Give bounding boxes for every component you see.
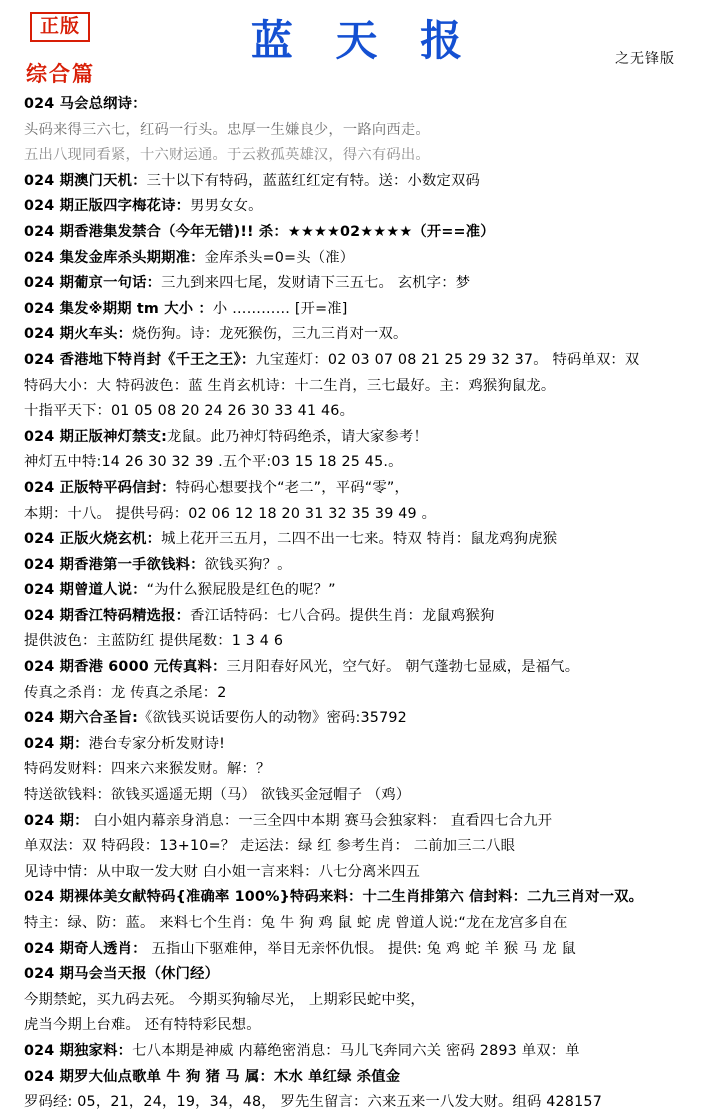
text-line: 特主：绿、防：蓝。 来料七个生肖：兔 牛 狗 鸡 鼠 蛇 虎 曾道人说:“龙在龙宫多自在	[24, 915, 568, 931]
text-line: 特送欲钱料：欲钱买遥遥无期（马） 欲钱买金冠帽子 （鸡）	[24, 787, 411, 804]
text-line: 024 期六合圣旨:《欲钱买说话要伤人的动物》密码:35792	[24, 710, 407, 727]
text-line: 024 集发金库杀头期期准：金库杀头=0=头（准）	[24, 249, 355, 266]
text-line: 024 期曾道人说：“为什么猴屁股是红色的呢？”	[24, 582, 336, 599]
text-line: 罗码经: 05，21，24，19，34，48， 罗先生留言：六来五来一八发大财。组码 428157	[24, 1094, 602, 1111]
text-line: 提供波色：主蓝防红 提供尾数：1 3 4 6	[24, 633, 284, 650]
article-body	[0, 92, 713, 1116]
text-line: 传真之杀肖：龙 传真之杀尾：2	[24, 684, 227, 701]
text-line: 特码发财料：四来六来猴发财。解：？	[24, 761, 271, 778]
text-line: 024 正版火烧玄机：城上花开三五月，二四不出一七来。特双 特肖：鼠龙鸡狗虎猴	[24, 531, 558, 548]
text-line: 虎当今期上台难。 还有特特彩民想。	[24, 1017, 261, 1034]
text-line: 024 期马会当天报（休门经）	[24, 966, 220, 983]
text-line: 024 期奇人透肖： 五指山下驱难伸，举目无亲怀仇恨。 提供: 兔 鸡 蛇 羊 猴 马 龙 鼠	[24, 940, 576, 957]
text-line: 024 期罗大仙点歌单 牛 狗 猪 马 属：木水 单红绿 杀值金	[24, 1068, 401, 1085]
authentic-badge: 正版	[30, 12, 90, 42]
section-title: 综合篇	[26, 62, 95, 86]
text-line: 见诗中情：从中取一发大财 白小姐一言来料：八七分离米四五	[24, 863, 421, 880]
text-line: 单双法：双 特码段：13+10=？ 走运法：绿 红 参考生肖： 二前加三二八眼	[24, 838, 516, 855]
text-line: 024 期正版神灯禁支:龙鼠。此乃神灯特码绝杀，请大家参考！	[24, 428, 428, 445]
text-line: 024 期正版四字梅花诗：男男女女。	[24, 198, 263, 215]
text-line: 024 期：港台专家分析发财诗!	[24, 735, 226, 752]
page-header	[0, 0, 713, 92]
text-line: 024 期独家料：七八本期是神威 内幕绝密消息：马儿飞奔同六关 密码 2893 单双：单	[24, 1042, 580, 1059]
text-line: 024 马会总纲诗：	[24, 96, 147, 112]
text-line: 今期禁蛇，买九码去死。 今期买狗输尽光， 上期彩民蛇中奖，	[24, 991, 425, 1008]
text-line: 024 期香港 6000 元传真料：三月阳春好风光，空气好。 朝气蓬勃七显威，是福气。	[24, 659, 580, 676]
text-line: 024 集发※期期 tm 大小 ：小 ………… [开=准]	[24, 300, 348, 317]
text-line: 本期：十八。 提供号码：02 06 12 18 20 31 32 35 39 49 。	[24, 505, 437, 522]
text-line: 024 期裸体美女献特码{准确率 100%}特码来料：十二生肖排第六 信封料：二九三肖对一双。	[24, 889, 644, 906]
text-line: 024 期香港集发禁合（今年无错)!! 杀：★★★★02★★★★（开==准）	[24, 223, 495, 240]
edition-label: 之无锋版	[615, 51, 675, 67]
text-line: 特码大小：大 特码波色：蓝 生肖玄机诗：十二生肖，三七最好。主：鸡猴狗鼠龙。	[24, 377, 556, 394]
text-line: 024 期葡京一句话：三九到来四七尾，发财请下三五七。 玄机字：梦	[24, 275, 471, 292]
text-line: 024 期澳门天机：三十以下有特码，蓝蓝红红定有特。送：小数定双码	[24, 172, 481, 189]
page-title: 蓝 天 报	[250, 16, 477, 65]
text-line: 024 期香江特码精选报：香江话特码：七八合码。提供生肖：龙鼠鸡猴狗	[24, 607, 495, 624]
text-line: 024 期火车头：烧伤狗。诗：龙死猴伤，三九三肖对一双。	[24, 326, 408, 343]
text-line: 头码来得三六七，红码一行头。忠厚一生嫌良少，一路向西走。	[24, 121, 430, 138]
text-line: 神灯五中特:14 26 30 32 39 .五个平:03 15 18 25 45.。	[24, 454, 403, 471]
text-line: 十指平天下：01 05 08 20 24 26 30 33 41 46。	[24, 403, 355, 420]
text-line: 024 期香港第一手欲钱料：欲钱买狗？。	[24, 556, 292, 573]
text-line: 024 期： 白小姐内幕亲身消息：一三全四中本期 赛马会独家料： 直看四七合九开	[24, 812, 553, 829]
text-line: 024 正版特平码信封：特码心想要找个“老二”，平码“零”，	[24, 479, 409, 496]
text-line: 024 香港地下特肖封《千王之王》：九宝莲灯：02 03 07 08 21 25 29 32 37。 特码单双：双	[24, 351, 640, 368]
text-line: 五出八现同看紧，十六财运通。于云救孤英雄汉，得六有码出。	[24, 147, 430, 164]
